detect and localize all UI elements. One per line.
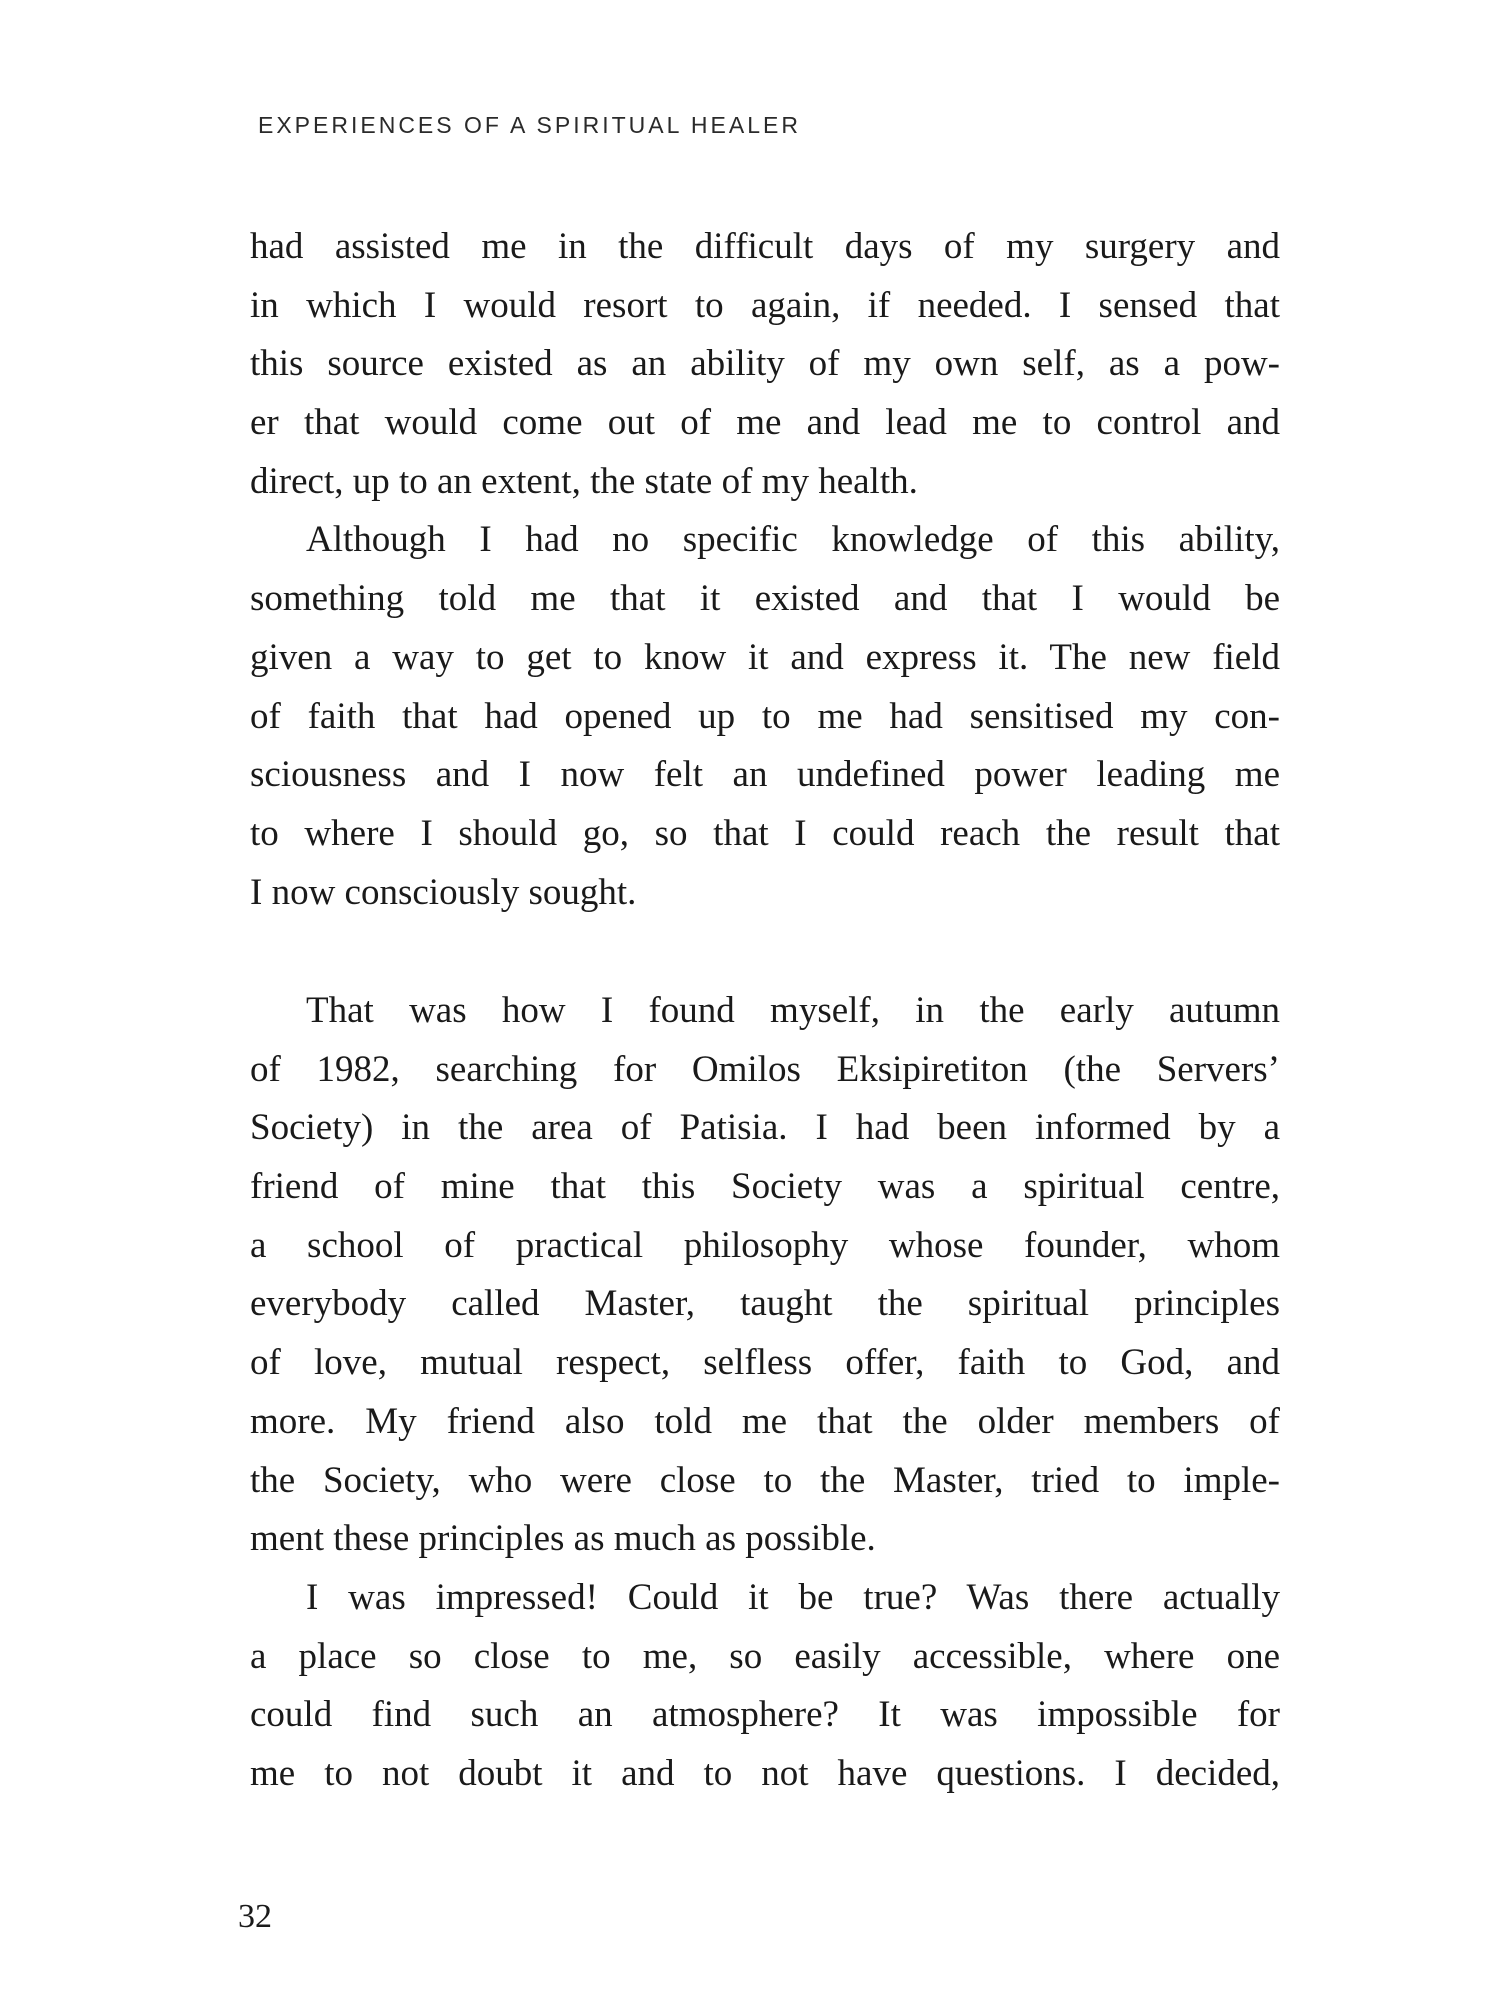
text-line: given a way to get to know it and express it. The new field (250, 636, 1280, 678)
text-line: of faith that had opened up to me had sensitised my con- (250, 695, 1280, 737)
text-line: Although I had no specific knowledge of this ability, (306, 519, 1280, 561)
text-line: friend of mine that this Society was a spiritual centre, (250, 1166, 1280, 1208)
text-line: me to not doubt it and to not have questions. I decided, (250, 1752, 1280, 1794)
text-line: of love, mutual respect, selfless offer, faith to God, and (250, 1342, 1280, 1384)
text-line: everybody called Master, taught the spiritual principles (250, 1283, 1280, 1325)
text-line: ment these principles as much as possible. (250, 1518, 876, 1560)
text-line: er that would come out of me and lead me to control and (250, 402, 1280, 444)
text-line: of 1982, searching for Omilos Eksipiretiton (the Servers’ (250, 1048, 1280, 1090)
text-line: in which I would resort to again, if needed. I sensed that (250, 284, 1280, 326)
text-line: had assisted me in the difficult days of my surgery and (250, 226, 1280, 267)
paragraph-block-1 (250, 218, 1280, 922)
text-line: the Society, who were close to the Master, tried to imple- (250, 1459, 1280, 1501)
text-line: a place so close to me, so easily accessible, where one (250, 1635, 1280, 1677)
paragraph-block-2 (250, 982, 1280, 1804)
text-line: could find such an atmosphere? It was impossible for (250, 1694, 1280, 1736)
text-line: sciousness and I now felt an undefined power leading me (250, 754, 1280, 796)
text-line: to where I should go, so that I could reach the result that (250, 812, 1280, 854)
text-line: something told me that it existed and that I would be (250, 578, 1280, 620)
text-line: this source existed as an ability of my own self, as a pow- (250, 343, 1280, 385)
running-head: EXPERIENCES OF A SPIRITUAL HEALER (258, 112, 801, 138)
text-line: I was impressed! Could it be true? Was there actually (306, 1576, 1280, 1618)
text-line: direct, up to an extent, the state of my health. (250, 460, 918, 502)
text-line: a school of practical philosophy whose founder, whom (250, 1224, 1280, 1266)
text-line: Society) in the area of Patisia. I had been informed by a (250, 1107, 1280, 1149)
text-line: That was how I found myself, in the early autumn (306, 990, 1280, 1031)
page-number: 32 (238, 1898, 272, 1935)
text-line: more. My friend also told me that the older members of (250, 1400, 1280, 1442)
text-line: I now consciously sought. (250, 871, 637, 913)
